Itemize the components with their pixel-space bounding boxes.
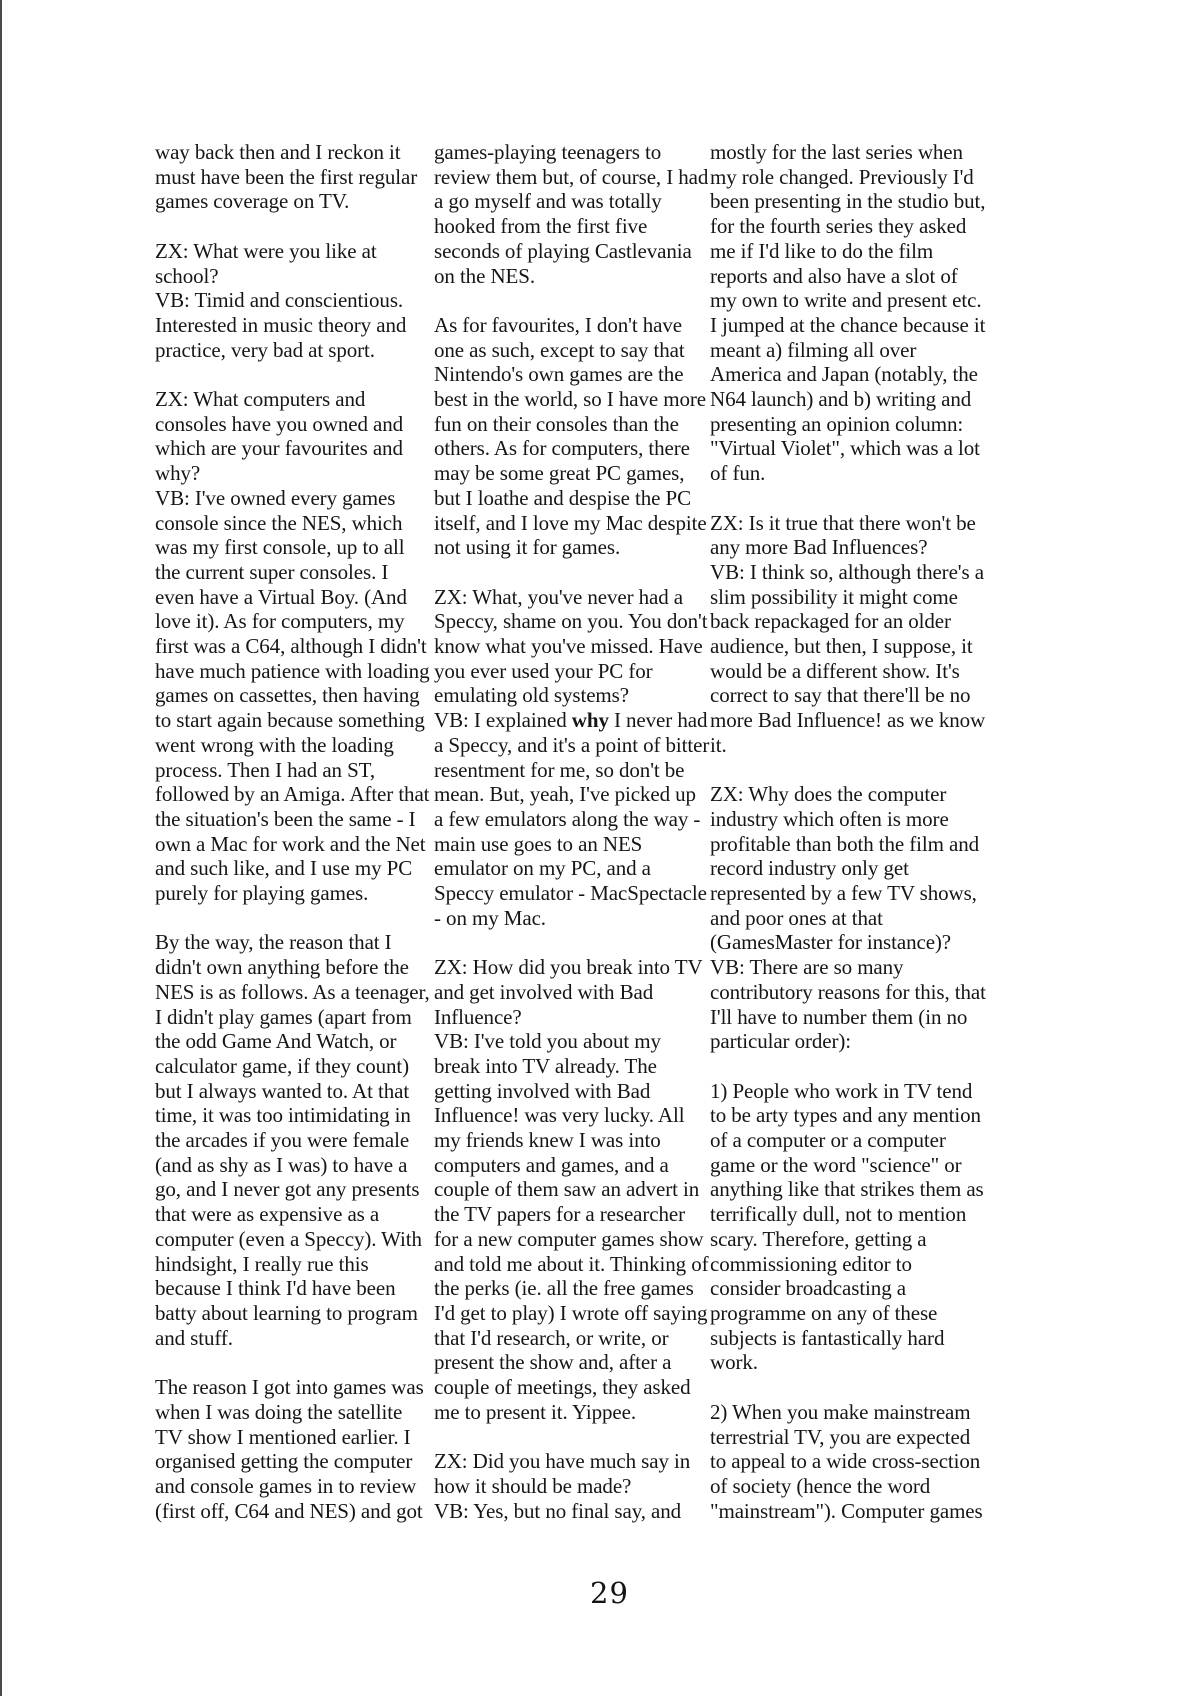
text-run: ZX: What computers and consoles have you owned and which are your favourites and why?	[155, 387, 404, 486]
text-run: ZX: Why does the computer industry which often is more profitable than both the film and record industry only get represented by a few TV shows, and poor ones at that (GamesMaster for instance)?	[710, 782, 980, 955]
text-column-left	[155, 140, 431, 1523]
paragraph	[155, 387, 431, 906]
text-run: VB: There are so many contributory reasons for this, that I'll have to number them (in no particular order):	[710, 955, 986, 1054]
text-run: ZX: How did you break into TV and get involved with Bad Influence?	[434, 955, 703, 1029]
text-run: 2) When you make mainstream terrestrial TV, you are expected to appeal to a wide cross-section of society (hence the word "mainstream"). Computer games	[710, 1399, 983, 1523]
paragraph	[710, 140, 986, 486]
paragraph	[155, 140, 431, 214]
text-run: ZX: Did you have much say in how it should be made?	[434, 1449, 691, 1498]
paragraph	[434, 313, 710, 560]
paragraph	[155, 930, 431, 1350]
paragraph	[710, 511, 986, 758]
text-run: VB: Timid and conscientious. Interested in music theory and practice, very bad at sport.	[155, 288, 407, 362]
text-run: I never had a Speccy, and it's a point of bitter resentment for me, so don't be mean. But, yeah, I've picked up a few emulators along the way - main use goes to an NES emulator on my PC, and a Speccy emulator - MacSpectacle - on my Mac.	[434, 708, 710, 930]
text-run: The reason I got into games was when I was doing the satellite TV show I mentioned earlier. I organised getting the computer and console games in to review (first off, C64 and NES) and got	[155, 1375, 424, 1523]
text-column-middle	[434, 140, 710, 1523]
paragraph	[710, 1400, 986, 1524]
page-left-edge-line	[0, 0, 2, 1696]
text-run: 1) People who work in TV tend to be arty types and any mention of a computer or a computer game or the word "science" or anything like that strikes them as terrifically dull, not to mention scary. Therefore, getting a commissioning editor to consider broadcasting a programme on any of these subjects is fantastically hard work.	[710, 1078, 984, 1375]
paragraph	[434, 1449, 710, 1523]
text-run: By the way, the reason that I didn't own anything before the NES is as follows. As a teenager, I didn't play games (apart from the odd Game And Watch, or calculator game, if they count) but I always wanted to. At that time, it was too intimidating in the arcades if you were female (and as shy as I was) to have a go, and I never got any presents that were as expensive as a computer (even a Speccy). With hindsight, I really rue this because I think I'd have been batty about learning to program and stuff.	[155, 930, 430, 1350]
text-run: VB: I've told you about my break into TV already. The getting involved with Bad Influence! was very lucky. All my friends knew I was into computers and games, and a couple of them saw an advert in the TV papers for a researcher for a new computer games show and told me about it. Thinking of the perks (ie. all the free games I'd get to play) I wrote off saying that I'd research, or write, or present the show and, after a couple of meetings, they asked me to present it. Yippee.	[434, 1029, 709, 1424]
text-run: VB: I've owned every games console since the NES, which was my first console, up to all the current super consoles. I even have a Virtual Boy. (And love it). As for computers, my first was a C64, although I didn't have much patience with loading games on cassettes, then having to start again because something went wrong with the loading process. Then I had an ST, followed by an Amiga. After that the situation's been the same - I own a Mac for work and the Net and such like, and I use my PC purely for playing games.	[155, 485, 430, 906]
paragraph	[710, 1079, 986, 1375]
text-run: games-playing teenagers to review them but, of course, I had a go myself and was totally hooked from the first five seconds of playing Castlevania on the NES.	[434, 140, 709, 288]
paragraph	[710, 782, 986, 1054]
text-run: VB: Yes, but no final say, and	[434, 1498, 682, 1523]
text-run: ZX: What, you've never had a Speccy, shame on you. You don't know what you've missed. Have you ever used your PC for emulating old systems?	[434, 584, 708, 708]
page-number: 29	[590, 1576, 629, 1610]
text-run: As for favourites, I don't have one as such, except to say that Nintendo's own games are the best in the world, so I have more fun on their consoles than the others. As for computers, there may be some great PC games, but I loathe and despise the PC itself, and I love my Mac despite not using it for games.	[434, 312, 707, 560]
paragraph	[155, 1375, 431, 1523]
text-run: ZX: Is it true that there won't be any more Bad Influences?	[710, 510, 976, 560]
paragraph	[434, 955, 710, 1424]
text-run: VB: I think so, although there's a slim possibility it might come back repackaged for an older audience, but then, I suppose, it would be a different show. It's correct to say that there'll be no more Bad Influence! as we know it.	[710, 559, 986, 757]
text-column-right	[710, 140, 986, 1523]
paragraph	[434, 585, 710, 931]
text-run: way back then and I reckon it must have been the first regular games coverage on TV.	[155, 140, 418, 214]
text-run: mostly for the last series when my role changed. Previously I'd been presenting in the studio but, for the fourth series they asked me if I'd like to do the film reports and also have a slot of my own to write and present etc. I jumped at the chance because it meant a) filming all over America and Japan (notably, the N64 launch) and b) writing and presenting an opinion column: "Virtual Violet", which was a lot of fun.	[710, 140, 986, 486]
paragraph	[434, 140, 710, 288]
paragraph	[155, 239, 431, 363]
text-run: ZX: What were you like at school?	[155, 238, 377, 288]
text-run: VB: I explained	[434, 708, 572, 733]
text-run: why	[571, 708, 609, 733]
